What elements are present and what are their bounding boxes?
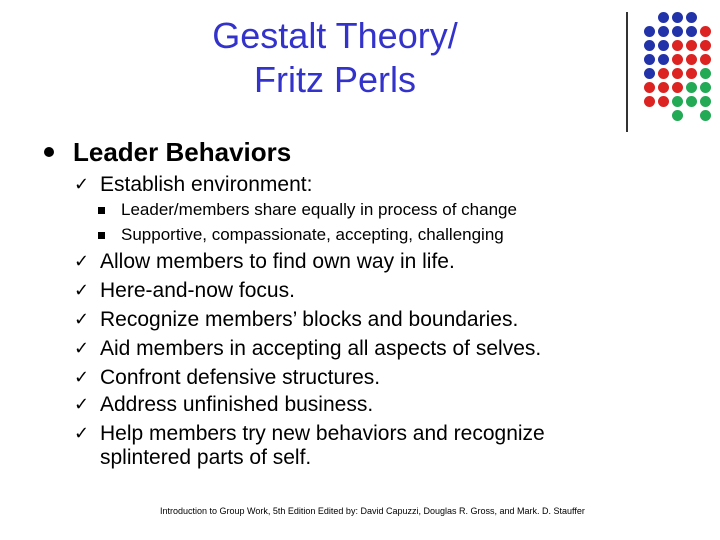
decorative-dot [700,54,711,65]
checklist-item-text: Confront defensive structures. [100,366,381,389]
decorative-dot [644,54,655,65]
decorative-dot [658,82,669,93]
checkmark-icon: ✓ [74,394,90,415]
decorative-dot [644,26,655,37]
title-line-2: Fritz Perls [254,59,416,100]
heading-bullet-row [44,137,291,167]
decorative-dot [700,68,711,79]
sub-list-item-text: Supportive, compassionate, accepting, challenging [121,225,504,244]
checklist-item-text: Establish environment: [100,173,313,196]
decorative-dot [672,110,683,121]
decorative-dot [700,26,711,37]
checklist-item-text: Here-and-now focus. [100,279,295,302]
checkmark-icon: ✓ [74,280,90,301]
decorative-dot [700,82,711,93]
checklist-item-text: splintered parts of self. [100,446,312,469]
checklist-item [74,249,455,275]
decorative-dot [644,82,655,93]
decorative-dot [672,26,683,37]
decorative-dot [644,40,655,51]
decorative-dot [686,68,697,79]
checklist-item [74,278,295,304]
checkmark-icon: ✓ [74,251,90,272]
decorative-dot [686,26,697,37]
decorative-dot [672,96,683,107]
decorative-dot [658,40,669,51]
checklist-item [74,421,545,447]
decorative-dot [686,12,697,23]
sub-list-item [98,198,517,222]
decorative-dot [644,68,655,79]
checkmark-icon: ✓ [74,309,90,330]
decorative-dot [686,82,697,93]
decorative-dot [672,12,683,23]
square-bullet-icon [98,232,105,239]
decorative-divider [626,12,628,132]
decorative-dot [658,26,669,37]
checklist-item [74,392,373,418]
checkmark-icon: ✓ [74,174,90,195]
checklist-item-text: Recognize members’ blocks and boundaries. [100,308,519,331]
checklist-item-text: Allow members to find own way in life. [100,250,455,273]
checkmark-icon: ✓ [74,338,90,359]
decorative-dot [658,12,669,23]
decorative-dot [686,54,697,65]
decorative-dot [686,40,697,51]
decorative-dot [700,96,711,107]
decorative-dot [658,68,669,79]
sub-list-item [98,223,504,247]
checklist-item [74,172,312,198]
decorative-dot [644,96,655,107]
checklist-item [74,307,518,333]
sub-list-item-text: Leader/members share equally in process of change [121,200,517,219]
decorative-dot [658,96,669,107]
section-heading: Leader Behaviors [73,136,292,167]
decorative-dot [700,40,711,51]
decorative-dot [672,40,683,51]
checklist-item-text: Aid members in accepting all aspects of selves. [100,337,542,360]
decorative-dot [672,68,683,79]
slide-title [150,14,520,102]
footer-citation: Introduction to Group Work, 5th Edition Edited by: David Capuzzi, Douglas R. Gross, and Mark. D. Stauffer [160,506,585,516]
title-line-1: Gestalt Theory/ [212,15,458,56]
round-bullet-icon [44,147,54,157]
decorative-dot [686,96,697,107]
checklist-item-text: Address unfinished business. [100,393,374,416]
decorative-dot [672,82,683,93]
checklist-item-text: Help members try new behaviors and recognize [100,422,545,445]
decorative-dot [672,54,683,65]
checklist-item [74,336,541,362]
decorative-dot [658,54,669,65]
decorative-dot [700,110,711,121]
checkmark-icon: ✓ [74,367,90,388]
checkmark-icon: ✓ [74,423,90,444]
checklist-item-continuation [74,445,311,471]
square-bullet-icon [98,207,105,214]
checklist-item [74,365,380,391]
